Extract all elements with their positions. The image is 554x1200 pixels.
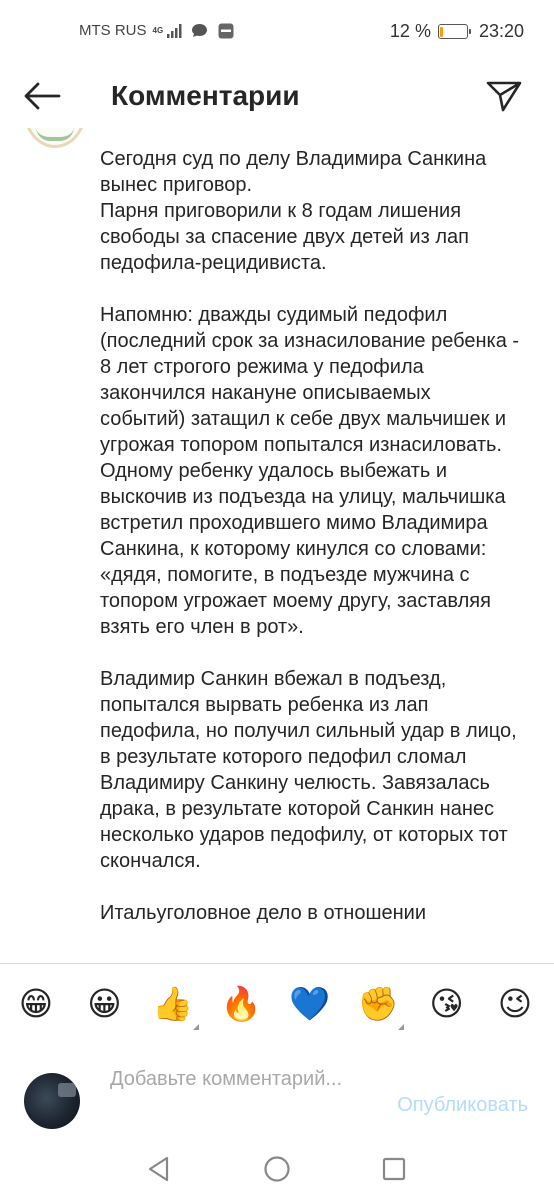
mts-notification-icon [218, 23, 234, 39]
circle-home-icon [263, 1155, 291, 1183]
chat-bubble-icon [191, 23, 208, 38]
comment-paragraph: Напомню: дважды судимый педофил (последний срок за изнасилование ребенка - 8 лет строгого режима у педофила закончился накануне описываемых событий) затащил к себе двух мальчишек и угрожая топором попытался изнасиловать. Одному ребенку удалось выбежать и выскочив из подъезда на улицу, мальчишка встретил проходившего мимо Владимира Санкина, к которому кинулся со словами: «дядя, помогите, в подъезде мужчина с топором угрожает моему другу, заставляя взять его член в рот». [100, 304, 520, 638]
nav-home-button[interactable] [262, 1155, 292, 1183]
comment-paragraph: Итальуголовное дело в отношении [100, 902, 427, 924]
kiss-face-emoji[interactable]: 😘 [429, 984, 464, 1023]
network-type-label: 4G [152, 25, 164, 35]
clock: 23:20 [478, 21, 524, 41]
arrow-left-icon [23, 81, 61, 111]
winking-face-emoji[interactable]: 😉 [497, 984, 533, 1023]
battery-percent: 12 % [389, 21, 431, 41]
share-button[interactable] [484, 78, 524, 114]
square-recents-icon [381, 1156, 407, 1182]
user-avatar [24, 1073, 80, 1129]
commenter-avatar[interactable] [23, 128, 87, 148]
comment-paragraph: Сегодня суд по делу Владимира Санкина вынес приговор. Парня приговорили к 8 годам лишения свободы за спасение двух детей из лап педофила-рецидивиста. [100, 148, 487, 274]
status-right [390, 21, 524, 42]
comment-input[interactable]: Добавьте комментарий... [110, 1068, 343, 1090]
nav-back-button[interactable] [144, 1155, 174, 1183]
emoji-variants-indicator [193, 1024, 199, 1030]
comment-thread [0, 128, 554, 962]
nav-recents-button[interactable] [379, 1155, 409, 1183]
status-bar [0, 0, 554, 64]
thumbs-up-emoji[interactable] [151, 984, 195, 1024]
carrier-label: MTS RUS [79, 22, 147, 39]
signal-bars-icon [167, 24, 183, 38]
system-nav-bar [0, 1135, 554, 1200]
smiling-face-emoji[interactable]: 😀 [87, 984, 122, 1023]
blue-heart-emoji[interactable]: 💙 [289, 983, 331, 1023]
battery-icon [438, 24, 468, 39]
comment-paragraph: Владимир Санкин вбежал в подъезд, попытался вырвать ребенка из лап педофила, но получил сильный удар в лицо, в результате которого педофил сломал Владимиру Санкину челюсть. Завязалась драка, в результате которой Санкин нанес несколько ударов педофилу, от которых тот скончался. [100, 668, 517, 872]
thumbs-up-glyph: 👍 [152, 983, 194, 1023]
publish-button[interactable]: Опубликовать [397, 1094, 528, 1116]
triangle-back-icon [146, 1156, 172, 1182]
paper-plane-icon [486, 80, 522, 112]
emoji-variants-indicator [398, 1024, 404, 1030]
status-left [79, 22, 234, 39]
grinning-face-emoji[interactable]: 😁 [18, 984, 54, 1023]
raised-fist-emoji[interactable] [356, 984, 400, 1024]
back-button[interactable] [22, 78, 62, 114]
page-title: Комментарии [111, 80, 300, 111]
emoji-quick-bar [0, 963, 554, 1043]
raised-fist-glyph: ✊ [357, 983, 399, 1023]
fire-emoji[interactable]: 🔥 [220, 983, 262, 1023]
battery-fill [440, 27, 443, 37]
comment-input-bar [0, 1043, 554, 1135]
comment-body [100, 146, 520, 952]
header [0, 64, 554, 128]
